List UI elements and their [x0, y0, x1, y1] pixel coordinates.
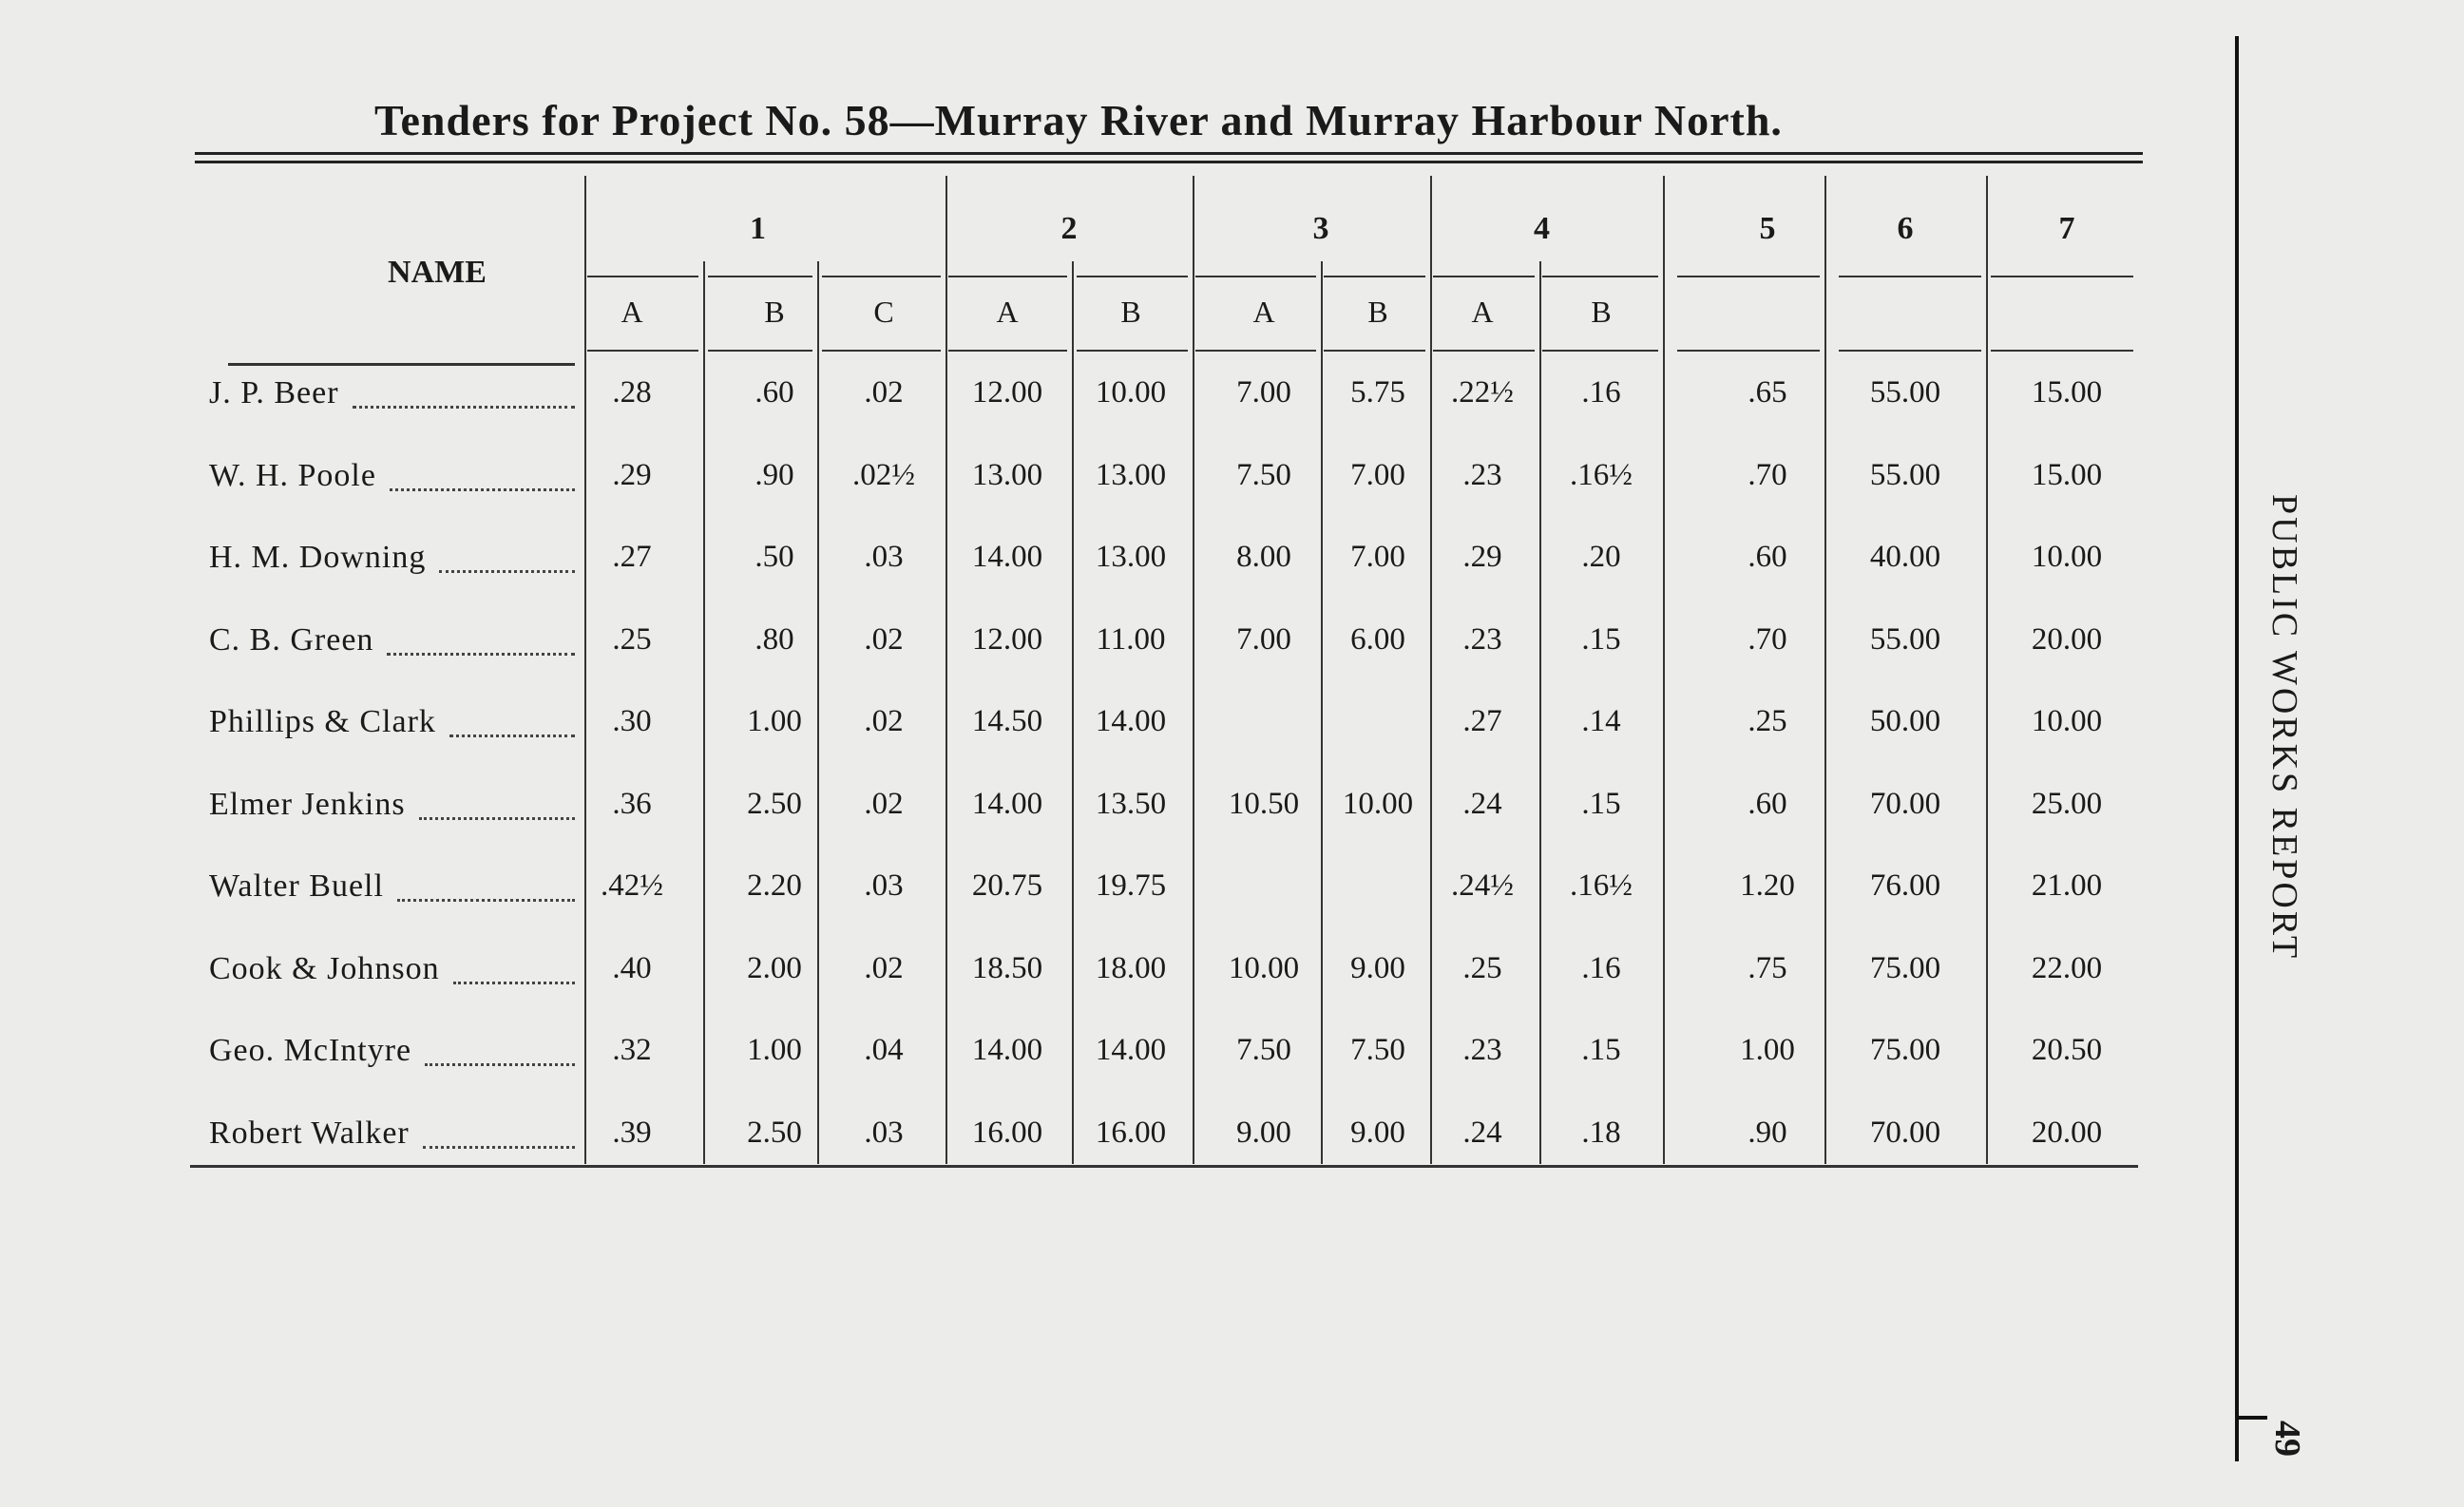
table-cell: .28 — [612, 375, 652, 410]
subheader-rule — [1839, 350, 1981, 352]
table-cell: 10.50 — [1228, 786, 1300, 821]
table-cell: .42½ — [601, 868, 663, 903]
bidder-name: J. P. Beer — [209, 375, 339, 410]
table-cell: 1.00 — [1740, 1033, 1795, 1067]
table-cell: .39 — [612, 1115, 652, 1150]
page-number: 49 — [2267, 1421, 2307, 1457]
table-cell: 14.00 — [971, 540, 1043, 574]
header-rule — [587, 276, 698, 277]
table-cell: 10.00 — [1228, 950, 1300, 985]
column-rule — [1539, 261, 1541, 1164]
table-cell: .50 — [754, 540, 794, 574]
table-bottom-rule — [190, 1165, 2138, 1168]
table-cell: .15 — [1581, 1033, 1621, 1067]
table-cell: 12.00 — [971, 621, 1043, 657]
subheader-a: A — [1471, 295, 1494, 329]
leader-dots — [439, 545, 575, 573]
table-cell: .27 — [1462, 704, 1502, 738]
page-number-rule — [2235, 1416, 2267, 1420]
table-cell: .16 — [1581, 375, 1621, 410]
table-cell: .23 — [1462, 621, 1502, 657]
table-cell: .15 — [1581, 621, 1621, 657]
column-rule — [584, 176, 586, 1164]
header-rule — [708, 276, 812, 277]
subheader-rule — [1195, 350, 1316, 352]
table-cell: 55.00 — [1869, 621, 1941, 657]
table-cell: .02 — [864, 704, 904, 738]
header-rule — [948, 276, 1067, 277]
table-cell: 16.00 — [971, 1115, 1043, 1150]
column-rule — [703, 261, 705, 1164]
subheader-a: A — [996, 295, 1019, 329]
table-cell: 22.00 — [2031, 950, 2103, 985]
table-cell: .22½ — [1451, 375, 1514, 410]
subheader-rule — [1324, 350, 1425, 352]
table-cell: .03 — [864, 1115, 904, 1150]
table-cell: 10.00 — [1342, 786, 1414, 821]
table-cell: 40.00 — [1869, 540, 1941, 574]
table-cell: .02 — [864, 621, 904, 657]
bidder-name: Phillips & Clark — [209, 704, 436, 739]
table-cell: 21.00 — [2031, 868, 2103, 903]
bidder-name: Cook & Johnson — [209, 950, 440, 986]
header-rule — [1195, 276, 1316, 277]
table-cell: 10.00 — [2031, 704, 2103, 738]
subheader-b: B — [1367, 295, 1388, 329]
margin-rule — [2235, 36, 2239, 1461]
table-cell: 25.00 — [2031, 786, 2103, 821]
table-cell: 15.00 — [2031, 457, 2103, 492]
subheader-rule — [1077, 350, 1188, 352]
table-cell: 70.00 — [1869, 786, 1941, 821]
table-cell: .60 — [1748, 786, 1787, 821]
leader-dots — [449, 710, 575, 737]
table-cell: .75 — [1748, 950, 1787, 985]
table-cell: 20.00 — [2031, 1115, 2103, 1150]
table-cell: 9.00 — [1350, 1115, 1405, 1150]
subheader-rule — [1991, 350, 2133, 352]
table-cell: 13.00 — [971, 457, 1043, 492]
leader-dots — [423, 1121, 575, 1149]
table-cell: 19.75 — [1095, 868, 1167, 903]
table-cell: 7.50 — [1236, 457, 1291, 492]
table-cell: .23 — [1462, 1033, 1502, 1067]
table-cell: 14.50 — [971, 704, 1043, 738]
group-header-2: 2 — [1060, 211, 1078, 246]
table-cell: 20.00 — [2031, 621, 2103, 657]
table-cell: 11.00 — [1096, 621, 1166, 657]
table-cell: 1.00 — [747, 1033, 802, 1067]
table-cell: 1.20 — [1740, 868, 1795, 903]
bidder-name: Geo. McIntyre — [209, 1033, 412, 1068]
subheader-rule — [1433, 350, 1535, 352]
table-cell: .90 — [1748, 1115, 1787, 1150]
table-cell: .18 — [1581, 1115, 1621, 1150]
table-cell: .29 — [1462, 540, 1502, 574]
table-cell: .70 — [1748, 457, 1787, 492]
table-cell: .02 — [864, 375, 904, 410]
table-cell: 7.50 — [1236, 1033, 1291, 1067]
subheader-c: C — [873, 295, 894, 329]
subheader-rule — [708, 350, 812, 352]
table-cell: 10.00 — [2031, 540, 2103, 574]
group-header-3: 3 — [1312, 211, 1329, 246]
column-rule — [1193, 176, 1194, 1164]
table-cell: 13.00 — [1095, 457, 1167, 492]
group-header-1: 1 — [750, 211, 766, 246]
table-cell: 18.00 — [1095, 950, 1167, 985]
table-cell: 5.75 — [1350, 375, 1405, 410]
table-cell: 50.00 — [1869, 704, 1941, 738]
column-rule — [945, 176, 947, 1164]
table-cell: .24½ — [1451, 868, 1514, 903]
table-cell: .03 — [864, 540, 904, 574]
column-rule — [1663, 176, 1665, 1164]
table-cell: .16½ — [1570, 868, 1633, 903]
subheader-rule — [822, 350, 941, 352]
table-cell: 7.00 — [1236, 621, 1291, 657]
column-rule — [817, 261, 819, 1164]
table-cell: 20.50 — [2031, 1033, 2103, 1067]
group-header-7: 7 — [2058, 211, 2075, 246]
table-cell: 10.00 — [1095, 375, 1167, 410]
table-cell: 18.50 — [971, 950, 1043, 985]
bidder-name: Elmer Jenkins — [209, 786, 406, 822]
table-cell: 7.00 — [1236, 375, 1291, 410]
table-cell: 2.50 — [747, 786, 802, 821]
header-rule — [1542, 276, 1658, 277]
table-cell: 9.00 — [1350, 950, 1405, 985]
subheader-b: B — [1591, 295, 1612, 329]
table-cell: .25 — [1462, 950, 1502, 985]
table-cell: .04 — [864, 1033, 904, 1067]
table-cell: 14.00 — [1095, 1033, 1167, 1067]
table-cell: 8.00 — [1236, 540, 1291, 574]
table-cell: 7.50 — [1350, 1033, 1405, 1067]
table-cell: 55.00 — [1869, 457, 1941, 492]
leader-dots — [387, 628, 575, 656]
subheader-a: A — [621, 295, 643, 329]
table-cell: .02 — [864, 786, 904, 821]
table-cell: 12.00 — [971, 375, 1043, 410]
table-cell: 1.00 — [747, 704, 802, 738]
column-rule — [1430, 176, 1432, 1164]
bidder-name: C. B. Green — [209, 621, 374, 658]
group-header-6: 6 — [1897, 211, 1914, 246]
subheader-rule — [1542, 350, 1658, 352]
table-cell: 2.50 — [747, 1115, 802, 1150]
header-rule — [1433, 276, 1535, 277]
table-cell: .70 — [1748, 621, 1787, 657]
table-cell: 76.00 — [1869, 868, 1941, 903]
table-cell: 6.00 — [1350, 621, 1405, 657]
table-cell: 20.75 — [971, 868, 1043, 903]
group-header-4: 4 — [1534, 211, 1550, 246]
page-title: Tenders for Project No. 58—Murray River and Murray Harbour North. — [374, 96, 1783, 144]
table-cell: .29 — [612, 457, 652, 492]
leader-dots — [425, 1039, 575, 1066]
header-rule — [1324, 276, 1425, 277]
table-cell: 7.00 — [1350, 540, 1405, 574]
table-cell: 14.00 — [971, 1033, 1043, 1067]
title-rule-top — [195, 152, 2143, 155]
table-cell: .25 — [1748, 704, 1787, 738]
leader-dots — [397, 874, 575, 902]
name-header-rule — [228, 363, 575, 366]
table-cell: .02 — [864, 950, 904, 985]
table-cell: .36 — [612, 786, 652, 821]
table-cell: 16.00 — [1095, 1115, 1167, 1150]
subheader-b: B — [1120, 295, 1141, 329]
bidder-name: Robert Walker — [209, 1115, 410, 1151]
table-cell: 75.00 — [1869, 950, 1941, 985]
header-rule — [1677, 276, 1820, 277]
leader-dots — [390, 464, 575, 491]
title-rule-bottom — [195, 161, 2143, 163]
table-cell: .65 — [1748, 375, 1787, 410]
subheader-a: A — [1252, 295, 1275, 329]
table-cell: 14.00 — [971, 786, 1043, 821]
table-cell: .30 — [612, 704, 652, 738]
table-cell: 13.50 — [1095, 786, 1167, 821]
header-rule — [822, 276, 941, 277]
table-cell: .80 — [754, 621, 794, 657]
table-cell: .32 — [612, 1033, 652, 1067]
table-cell: .20 — [1581, 540, 1621, 574]
subheader-rule — [587, 350, 698, 352]
table-cell: 15.00 — [2031, 375, 2103, 410]
table-cell: 7.00 — [1350, 457, 1405, 492]
table-cell: .27 — [612, 540, 652, 574]
leader-dots — [353, 381, 575, 409]
table-cell: .03 — [864, 868, 904, 903]
table-cell: .14 — [1581, 704, 1621, 738]
table-cell: .16 — [1581, 950, 1621, 985]
leader-dots — [453, 957, 575, 984]
table-cell: .24 — [1462, 786, 1502, 821]
subheader-rule — [1677, 350, 1820, 352]
table-cell: 14.00 — [1095, 704, 1167, 738]
bidder-name: Walter Buell — [209, 868, 384, 904]
bidder-name: H. M. Downing — [209, 540, 427, 575]
column-rule — [1072, 261, 1074, 1164]
name-header: NAME — [388, 255, 487, 290]
table-cell: 70.00 — [1869, 1115, 1941, 1150]
column-rule — [1986, 176, 1988, 1164]
table-cell: .40 — [612, 950, 652, 985]
table-cell: .90 — [754, 457, 794, 492]
table-cell: .15 — [1581, 786, 1621, 821]
table-cell: .60 — [1748, 540, 1787, 574]
table-cell: 55.00 — [1869, 375, 1941, 410]
header-rule — [1839, 276, 1981, 277]
table-cell: .25 — [612, 621, 652, 657]
column-rule — [1321, 261, 1323, 1164]
column-rule — [1824, 176, 1826, 1164]
header-rule — [1077, 276, 1188, 277]
header-rule — [1991, 276, 2133, 277]
table-cell: .02½ — [852, 457, 915, 492]
table-cell: .23 — [1462, 457, 1502, 492]
bidder-name: W. H. Poole — [209, 457, 376, 493]
group-header-5: 5 — [1759, 211, 1776, 246]
table-cell: 9.00 — [1236, 1115, 1291, 1150]
table-cell: .60 — [754, 375, 794, 410]
table-cell: 75.00 — [1869, 1033, 1941, 1067]
subheader-rule — [948, 350, 1067, 352]
table-cell: .24 — [1462, 1115, 1502, 1150]
table-cell: 13.00 — [1095, 540, 1167, 574]
table-cell: .16½ — [1570, 457, 1633, 492]
table-cell: 2.00 — [747, 950, 802, 985]
table-cell: 2.20 — [747, 868, 802, 903]
leader-dots — [419, 792, 575, 820]
subheader-b: B — [764, 295, 785, 329]
running-head: PUBLIC WORKS REPORT — [2264, 494, 2304, 962]
